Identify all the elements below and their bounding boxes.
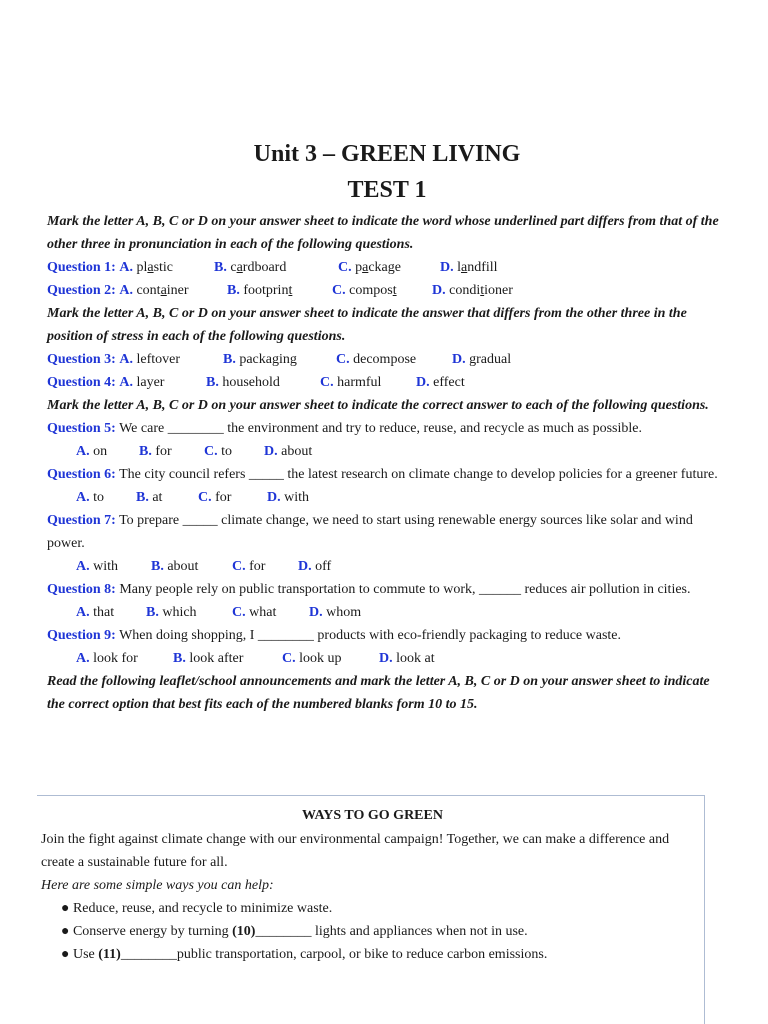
leaflet-item: ● Use (11)________public transportation, carpool, or bike to reduce carbon emissions. — [61, 947, 548, 962]
question-7: Question 7: To prepare _____ climate change, we need to start using renewable energy sources like solar and wind power. — [47, 513, 693, 551]
leaflet-box — [37, 795, 705, 1024]
leaflet-item: ● Conserve energy by turning (10)________ lights and appliances when not in use. — [61, 924, 528, 939]
question-6: Question 6: The city council refers _____ the latest research on climate change to develop policies for a greener future. — [47, 467, 718, 482]
leaflet-help: Here are some simple ways you can help: — [41, 878, 274, 893]
question-7-options: A. with B. about C. for D. off — [76, 559, 332, 574]
bullet-icon: ● — [61, 901, 70, 916]
question-label: Question 4: — [47, 375, 116, 390]
leaflet-intro: Join the fight against climate change with our environmental campaign! Together, we can make a difference and create a sustainable future for all. — [41, 832, 670, 870]
question-9-options: A. look for B. look after C. look up D. look at — [76, 651, 435, 666]
question-5-options: A. on B. for C. to D. about — [76, 444, 313, 459]
question-label: Question 9: — [47, 628, 116, 643]
question-6-options: A. to B. at C. for D. with — [76, 490, 310, 505]
question-8: Question 8: Many people rely on public transportation to commute to work, ______ reduces air pollution in cities. — [47, 582, 691, 597]
question-4: Question 4: A. layer B. household C. harmful D. effect — [47, 375, 465, 390]
worksheet — [47, 140, 727, 716]
question-3: Question 3: A. leftover B. packaging C. decompose D. gradual — [47, 352, 512, 367]
question-label: Question 7: — [47, 513, 116, 528]
leaflet-item: ● Reduce, reuse, and recycle to minimize waste. — [61, 901, 333, 916]
instruction-stress: Mark the letter A, B, C or D on your answer sheet to indicate the answer that differs from the other three in the position of stress in each of the following questions. — [47, 306, 687, 344]
blank-number: (11) — [98, 947, 121, 962]
question-label: Question 1: — [47, 260, 116, 275]
question-5: Question 5: We care ________ the environment and try to reduce, reuse, and recycle as much as possible. — [47, 421, 643, 436]
leaflet-heading: WAYS TO GO GREEN — [302, 808, 443, 823]
page-subtitle: TEST 1 — [347, 177, 427, 203]
question-label: Question 8: — [47, 582, 116, 597]
question-2: Question 2: A. container B. footprint C. compost D. conditioner — [47, 283, 513, 298]
bullet-icon: ● — [61, 924, 70, 939]
instruction-correct-answer: Mark the letter A, B, C or D on your answer sheet to indicate the correct answer to each of the following questions. — [47, 398, 709, 413]
question-8-options: A. that B. which C. what D. whom — [76, 605, 362, 620]
question-label: Question 3: — [47, 352, 116, 367]
question-label: Question 6: — [47, 467, 116, 482]
question-label: Question 5: — [47, 421, 116, 436]
bullet-icon: ● — [61, 947, 70, 962]
page-title: Unit 3 – GREEN LIVING — [253, 141, 521, 167]
instruction-reading: Read the following leaflet/school announcements and mark the letter A, B, C or D on your answer sheet to indicate the correct option that best fits each of the numbered blanks form 10 to 15. — [47, 674, 710, 712]
question-9: Question 9: When doing shopping, I ________ products with eco-friendly packaging to reduce waste. — [47, 628, 622, 643]
question-1: Question 1: A. plastic B. cardboard C. package D. landfill — [47, 260, 498, 275]
blank-number: (10) — [232, 924, 256, 939]
instruction-pronunciation: Mark the letter A, B, C or D on your answer sheet to indicate the word whose underlined part differs from that of the other three in pronunciation in each of the following questions. — [47, 214, 719, 252]
question-label: Question 2: — [47, 283, 116, 298]
